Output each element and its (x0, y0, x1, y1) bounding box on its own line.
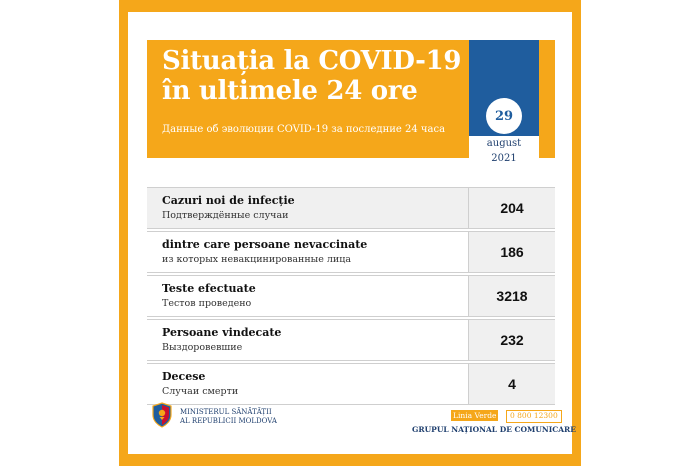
stats-row-tests (147, 275, 555, 317)
stats-table (147, 187, 555, 407)
stat-label-ro: dintre care persoane nevaccinate (162, 238, 368, 251)
stat-label-ro: Cazuri noi de infecție (162, 194, 295, 207)
ministry-name (180, 408, 277, 426)
stat-label-ro: Persoane vindecate (162, 326, 282, 339)
stat-value: 232 (468, 320, 555, 360)
hotline-label: Linia Verde (453, 411, 497, 420)
date-year: 2021 (491, 153, 517, 164)
grup-national-name: GRUPUL NAȚIONAL DE COMUNICARE (412, 425, 576, 434)
stat-value: 4 (468, 364, 555, 404)
stat-value: 3218 (468, 276, 555, 316)
ministry-line-1: MINISTERUL SĂNĂTĂȚII (180, 408, 272, 416)
page-subtitle: Данные об эволюции COVID-19 за последние 24 часа (162, 124, 446, 135)
ministry-line-2: AL REPUBLICII MOLDOVA (180, 417, 277, 425)
stat-value: 204 (468, 188, 555, 228)
stat-label-ru: из которых невакцинированные лица (162, 254, 352, 265)
moldova-coat-of-arms-icon (150, 402, 174, 428)
stat-value: 186 (468, 232, 555, 272)
page-title: Situația la COVID-19 în ultimele 24 ore (162, 46, 462, 106)
stat-label-ro: Decese (162, 370, 206, 383)
stats-row-recovered (147, 319, 555, 361)
stats-row-new-cases (147, 187, 555, 229)
date-month: august (486, 138, 522, 149)
stats-row-unvaccinated (147, 231, 555, 273)
stat-label-ru: Подтверждённые случаи (162, 210, 289, 221)
stat-label-ru: Выздоровевшие (162, 342, 243, 353)
stat-label-ru: Тестов проведено (162, 298, 252, 309)
stat-label-ro: Teste efectuate (162, 282, 256, 295)
stat-label-ru: Случаи смерти (162, 386, 239, 397)
hotline-number: 0 800 12300 (506, 410, 562, 423)
stats-row-deaths (147, 363, 555, 405)
date-day-badge: 29 (486, 98, 522, 134)
